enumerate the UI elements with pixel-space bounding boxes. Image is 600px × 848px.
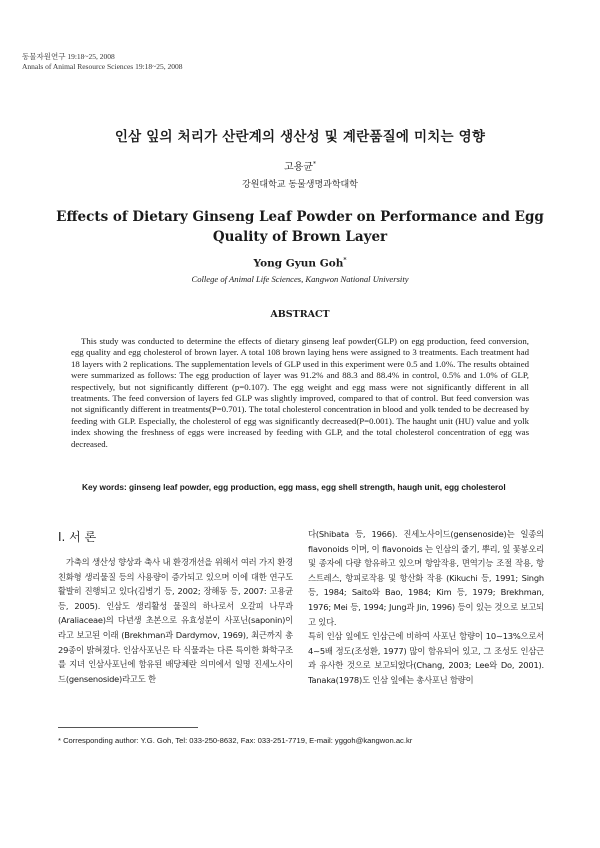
keywords: Key words: ginseng leaf powder, egg production, egg mass, egg shell strength, haugh unit, egg cholesterol — [82, 482, 506, 492]
abstract-text: This study was conducted to determine the effects of dietary ginseng leaf powder(GLP) on egg production, feed conversion, egg quality and egg cholesterol of brown layer. A total 108 brown laying hens were assigned to 3 treatments. Each treatment had 18 layers with 2 replications. The supplementation levels of GLP used in this experiment were 0.5 and 1.0%. The results obtained were summarized as follows: The egg production of layer was 91.2% and 88.3 and 88.4% in control, 0.5% and 1.0% of GLP, respectively, but not significantly different (p=0.107). The egg weight and egg mass were not significantly different in all treatments. The feed conversion of layers fed GLP was slightly improved, compared to that of control. But feed conversion was not significantly different in treatments(P=0.701). The total cholesterol concentration in blood and yolk tended to be decreased by feeding with GLP. Especially, the cholesterol of egg was significantly decreased(P=0.001). The haught unit (HU) value and yolk index showing the freshness of eggs were increased by feeding with GLP, and the total cholesterol concentration of egg was decreased. — [71, 336, 529, 449]
korean-title: 인삼 잎의 처리가 산란계의 생산성 및 계란품질에 미치는 영향 — [114, 129, 486, 145]
english-title: Effects of Dietary Ginseng Leaf Powder on Performance and Egg Quality of Brown Layer — [56, 209, 544, 245]
body-right-paragraph-1: 다(Shibata 등, 1966). 진세노사이드(gensenoside)는 일종의 flavonoids 이며, 이 flavonoids 는 인삼의 줄기, 뿌리, 잎 꽃봉오리 및 종자에 다량 함유하고 있으며 항암작용, 면역기능 조절 작용, 항스트레스, 항피로작용 및 항산화 작용 (Kikuchi 등, 1991; Singh 등, 1984; Saito와 Bao, 1984; Kim 등, 1979; Brekhman, 1976; Mei 등, 1994; Jung과 Jin, 1996) 등이 있는 것으로 보고되고 있다. — [308, 529, 544, 627]
section-heading-introduction: Ⅰ. 서 론 — [58, 530, 97, 544]
body-right-paragraph-2: 특히 인삼 잎에도 인삼근에 비하여 사포닌 함량이 10~13%으로서 4~5배 정도(조성환, 1977) 많이 함유되어 있고, 그 조성도 인삼근과 유사한 것으로 보고되었다(Chang, 2003; Lee와 Do, 2001). Tanaka(1978)도 인삼 잎에는 총사포닌 함량이 — [308, 631, 544, 685]
abstract-heading: ABSTRACT — [270, 309, 330, 320]
english-author-mark: * — [343, 257, 347, 264]
korean-affiliation: 강원대학교 동물생명과학대학 — [242, 180, 358, 190]
english-author-name: Yong Gyun Goh — [253, 257, 344, 270]
korean-author — [0, 158, 600, 173]
footnote-corresponding-author: * Corresponding author: Y.G. Goh, Tel: 033-250-8632, Fax: 033-251-7719, E-mail: yggoh@kangwon.ac.kr — [58, 736, 413, 745]
journal-citation-korean: 동물자원연구 19:18~25, 2008 — [22, 52, 115, 61]
body-right-column — [308, 527, 544, 688]
body-left-column: 가축의 생산성 향상과 축사 내 환경개선을 위해서 여러 가지 환경친화형 생리물질 등의 사용량이 증가되고 있으며 이에 대한 연구도 활발히 진행되고 있다(김병기 등, 2002; 장해동 등, 2007: 고용균 등, 2005). 인삼도 생리활성 물질의 하나로서 오갈피 나무과(Araliaceae)의 다년생 초본으로 유효성분이 사포닌(saponin)이라고 보고된 이래 (Brekhman과 Dardymov, 1969), 최근까지 총 29종이 밝혀졌다. 인삼사포닌은 타 식물과는 다른 특이한 화학구조를 지녀 인삼사포닌에 함유된 배당체란 의미에서 일명 진세노사이드(gensenoside)라고도 한 — [58, 557, 293, 684]
journal-citation-english: Annals of Animal Resource Sciences 19:18~25, 2008 — [22, 62, 183, 71]
english-affiliation: College of Animal Life Sciences, Kangwon National University — [191, 274, 409, 284]
korean-author-name: 고용균 — [284, 162, 313, 173]
english-author — [0, 257, 600, 270]
korean-author-mark: * — [312, 160, 316, 168]
footnote-divider — [58, 727, 198, 728]
